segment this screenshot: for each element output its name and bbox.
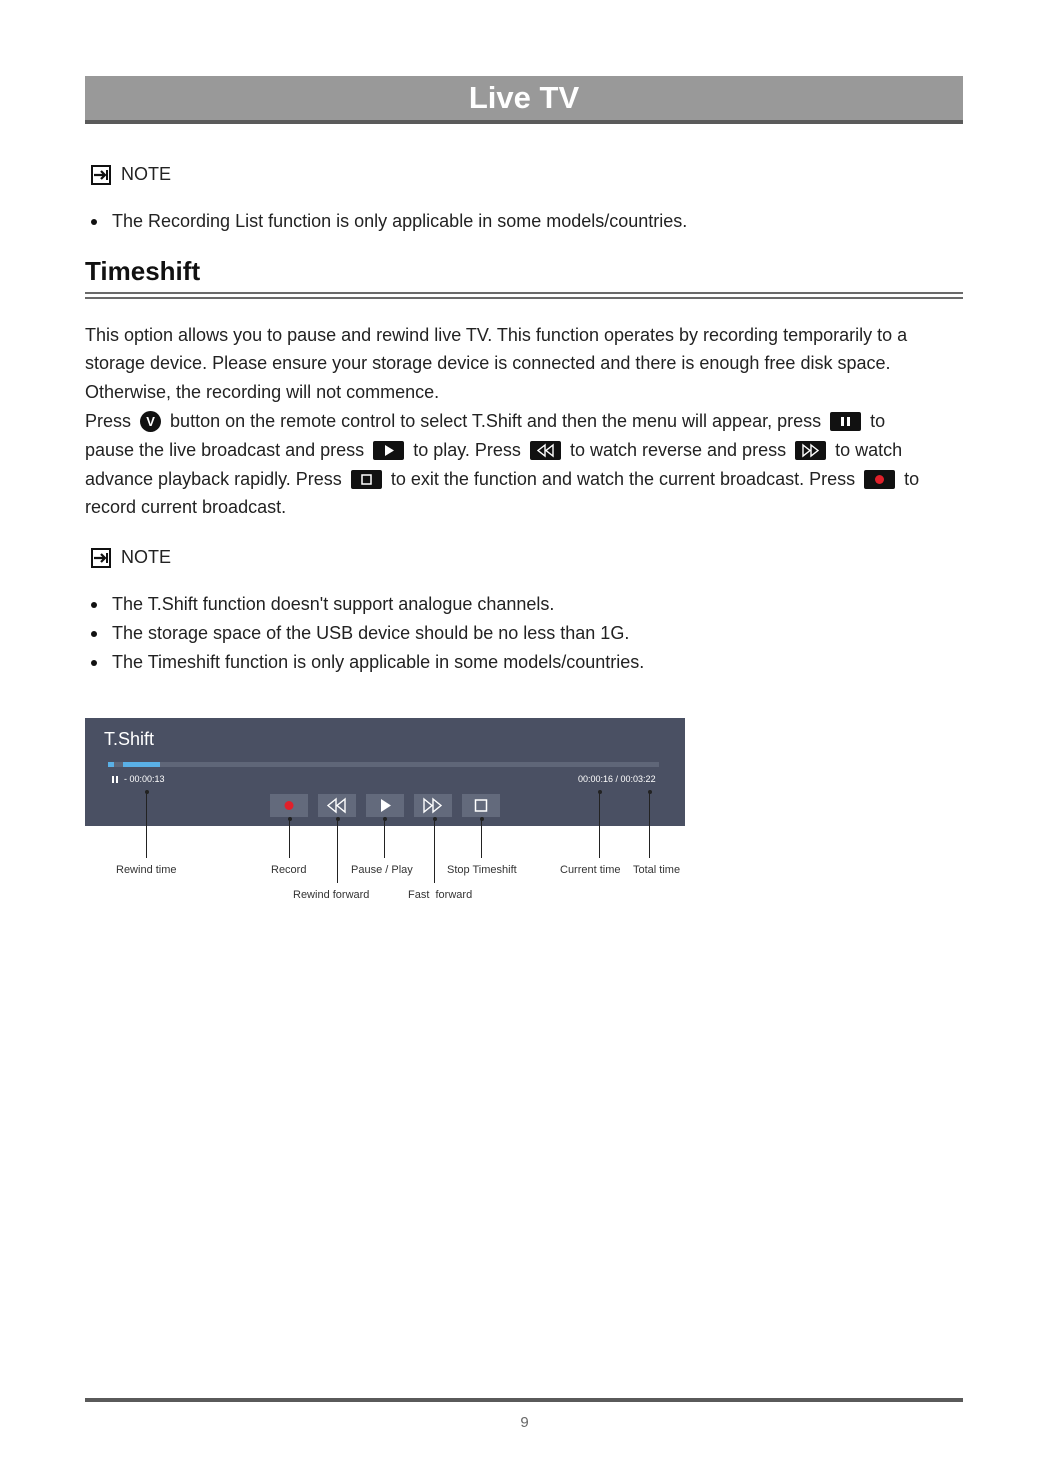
pause-status-icon: [111, 775, 119, 784]
callout-total-time: Total time: [633, 864, 681, 876]
paragraph-line: pause the live broadcast and press to play. Press to watch reverse and press to watch: [85, 440, 903, 460]
callout-rewind-forward: Rewind forward: [293, 889, 370, 901]
rewind-button[interactable]: [318, 794, 356, 817]
stop-button[interactable]: [462, 794, 500, 817]
fast-forward-key-icon: [795, 441, 826, 460]
note-label: NOTE: [121, 164, 172, 184]
page-number: 9: [520, 1414, 529, 1431]
callout-line: [481, 819, 482, 858]
progress-fill: [123, 762, 160, 767]
callout-line: [384, 819, 385, 858]
fast-forward-button[interactable]: [414, 794, 452, 817]
bullet-dot: [91, 631, 97, 637]
callout-line: [649, 792, 650, 858]
callout-line: [146, 792, 147, 858]
callout-line: [599, 792, 600, 858]
callout-line: [289, 819, 290, 858]
paragraph-line: storage device. Please ensure your storage device is connected and there is enough free disk space.: [85, 353, 891, 373]
paragraph-line: This option allows you to pause and rewind live TV. This function operates by recording temporarily to a: [85, 325, 908, 345]
tshift-panel: [85, 718, 685, 826]
callout-line: [434, 819, 435, 883]
play-pause-button[interactable]: [366, 794, 404, 817]
paragraph-line: advance playback rapidly. Press to exit the function and watch the current broadcast. Press to: [85, 469, 920, 489]
list-item-text: The Timeshift function is only applicable in some models/countries.: [112, 652, 645, 672]
list-item-text: The storage space of the USB device should be no less than 1G.: [112, 623, 630, 643]
bullet-dot: [91, 660, 97, 666]
bullet-dot: [91, 602, 97, 608]
banner-title: Live TV: [468, 80, 580, 115]
paragraph-line: record current broadcast.: [85, 497, 287, 517]
list-item-text: The Recording List function is only applicable in some models/countries.: [112, 211, 688, 231]
section-title: Timeshift: [85, 256, 201, 286]
callout-rewind-time: Rewind time: [116, 864, 177, 876]
footer-divider: [85, 1398, 963, 1402]
note-label: NOTE: [121, 547, 172, 567]
progress-track[interactable]: [108, 762, 659, 767]
divider: [85, 292, 963, 294]
tshift-title: T.Shift: [104, 729, 155, 749]
time-readout: 00:00:16 / 00:03:22: [578, 774, 656, 784]
rewind-key-icon: [530, 441, 561, 460]
note-arrow-icon: [91, 548, 111, 568]
stop-key-icon: [351, 470, 382, 489]
paragraph-line: Press V button on the remote control to select T.Shift and then the menu will appear, press to: [85, 411, 886, 431]
callout-fast-forward: Fast forward: [408, 889, 473, 901]
callout-record: Record: [271, 864, 307, 876]
play-key-icon: [373, 441, 404, 460]
record-key-icon: [864, 470, 895, 489]
callout-current-time: Current time: [560, 864, 621, 876]
bullet-dot: [91, 219, 97, 225]
callout-line: [337, 819, 338, 883]
v-key-icon: V: [140, 411, 161, 432]
paragraph-line: Otherwise, the recording will not commence.: [85, 382, 440, 402]
divider: [85, 297, 963, 299]
page-banner: [85, 76, 963, 124]
callout-stop-timeshift: Stop Timeshift: [447, 864, 517, 876]
rewind-time-readout: - 00:00:13: [124, 774, 165, 784]
note-arrow-icon: [91, 165, 111, 185]
pause-key-icon: [830, 412, 861, 431]
callout-pause-play: Pause / Play: [351, 864, 413, 876]
progress-marker: [108, 762, 114, 767]
list-item-text: The T.Shift function doesn't support analogue channels.: [112, 594, 555, 614]
record-button[interactable]: [270, 794, 308, 817]
